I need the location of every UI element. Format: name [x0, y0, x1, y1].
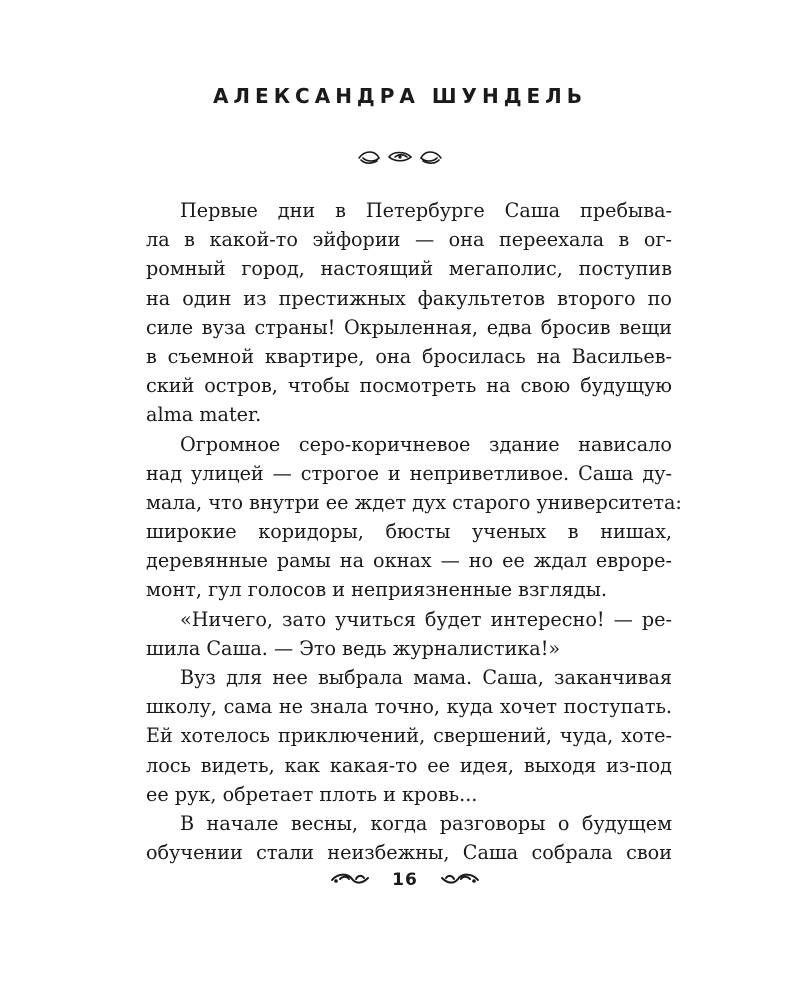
floral-ornament-icon: [355, 146, 445, 168]
footer-ornament-right-icon: [440, 870, 480, 888]
text-line: монт, гул голосов и неприязненные взгляды.: [146, 578, 607, 602]
text-line: «Ничего, зато учиться будет интересно! — ре-: [180, 607, 672, 631]
page-footer: [330, 866, 480, 894]
text-line: ее рук, обретает плоть и кровь...: [146, 782, 478, 806]
text-line: Огромное серо-коричневое здание нависало: [180, 432, 672, 456]
text-line: Ей хотелось приключений, свершений, чуда, хоте-: [146, 724, 672, 748]
paragraph-1: [146, 196, 672, 430]
paragraph-3: [146, 605, 672, 663]
text-line: над улицей — строгое и неприветливое. Саша ду-: [146, 461, 672, 485]
text-line: на один из престижных факультетов второго по: [146, 286, 672, 310]
paragraph-4: [146, 663, 672, 809]
paragraph-2: [146, 430, 682, 605]
paragraph-5: [146, 809, 672, 867]
text-line: ский остров, чтобы посмотреть на свою будущую: [146, 374, 672, 398]
text-line: обучении стали неизбежны, Саша собрала свои: [146, 841, 672, 865]
text-line: деревянные рамы на окнах — но ее ждал евроре-: [146, 549, 672, 573]
running-head-author: АЛЕКСАНДРА ШУНДЕЛЬ: [212, 84, 588, 108]
body-text: [146, 196, 682, 867]
text-line: силе вуза страны! Окрыленная, едва бросив вещи: [146, 315, 672, 339]
text-line: Вуз для нее выбрала мама. Саша, заканчивая: [180, 666, 672, 689]
page-number: 16: [392, 870, 418, 890]
text-line: ла в какой-то эйфории — она переехала в ог-: [146, 228, 672, 252]
text-line: мала, что внутри ее ждет дух старого университета:: [146, 490, 682, 514]
text-line: Первые дни в Петербурге Саша пребыва-: [180, 199, 672, 222]
text-line: школу, сама не знала точно, куда хочет поступать.: [146, 695, 672, 719]
text-line: ромный город, настоящий мегаполис, поступив: [146, 257, 672, 281]
text-line: шила Саша. — Это ведь журналистика!»: [146, 636, 561, 660]
text-line: В начале весны, когда разговоры о будущем: [180, 811, 672, 835]
text-line: в съемной квартире, она бросилась на Васильев-: [146, 344, 672, 368]
text-line: alma mater.: [146, 403, 262, 427]
text-line: широкие коридоры, бюсты ученых в нишах,: [146, 520, 672, 544]
text-line: лось видеть, как какая-то ее идея, выходя из-под: [146, 753, 672, 777]
